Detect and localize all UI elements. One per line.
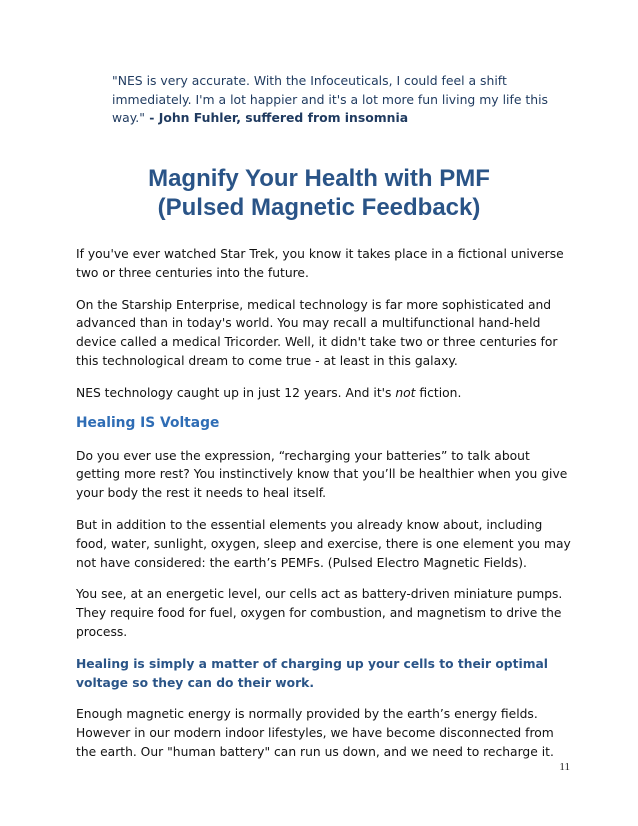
title-line-2: (Pulsed Magnetic Feedback): [157, 194, 481, 221]
paragraph-energetic-level: You see, at an energetic level, our cells act as battery-driven miniature pumps. They require food for fuel, oxygen for combustion, and magnetism to drive the process.: [76, 587, 563, 639]
body-text: [76, 245, 576, 775]
quote-attribution: - John Fuhler, suffered from insomnia: [144, 110, 409, 126]
p3-before: NES technology caught up in just 12 years. And it's: [76, 385, 396, 400]
paragraph-essential-elements: But in addition to the essential elements you already know about, including food, water, sunlight, oxygen, sleep and exercise, there is one element you may not have considered: the earth’s PEMFs. (Pulsed Electro Magnetic Fields).: [76, 517, 571, 570]
p3-after: fiction.: [415, 385, 462, 400]
title-line-1: Magnify Your Health with PMF: [148, 165, 490, 192]
paragraph-nes-technology: [76, 384, 576, 403]
callout-healing: Healing is simply a matter of charging up your cells to their optimal voltage so they can do their work.: [76, 656, 549, 690]
p3-emphasis: not: [395, 385, 416, 400]
page-number: 11: [559, 761, 570, 773]
page-title: [0, 164, 638, 222]
quote-text: "NES is very accurate. With the Infoceuticals, I could feel a shift immediately. I'm a lot happier and it's a lot more fun living my life this way.": [112, 73, 548, 126]
testimonial-quote: [112, 72, 574, 128]
paragraph-magnetic-energy: Enough magnetic energy is normally provided by the earth’s energy fields. However in our modern indoor lifestyles, we have become disconnected from the earth. Our "human battery" can run us down, and we need to recharge it.: [76, 707, 554, 759]
paragraph-starship: On the Starship Enterprise, medical technology is far more sophisticated and advanced than in today's world. You may recall a multifunctional hand-held device called a medical Tricorder. Well, it didn't take two or three centuries for this technological dream to come true - at least in this galaxy.: [76, 297, 558, 368]
paragraph-recharging: Do you ever use the expression, “recharging your batteries” to talk about getting more rest? You instinctively know that you’ll be healthier when you give your body the rest it needs to heal itself.: [76, 448, 568, 501]
section-heading: Healing IS Voltage: [76, 414, 220, 431]
paragraph-star-trek: If you've ever watched Star Trek, you know it takes place in a fictional universe two or three centuries into the future.: [76, 247, 564, 280]
